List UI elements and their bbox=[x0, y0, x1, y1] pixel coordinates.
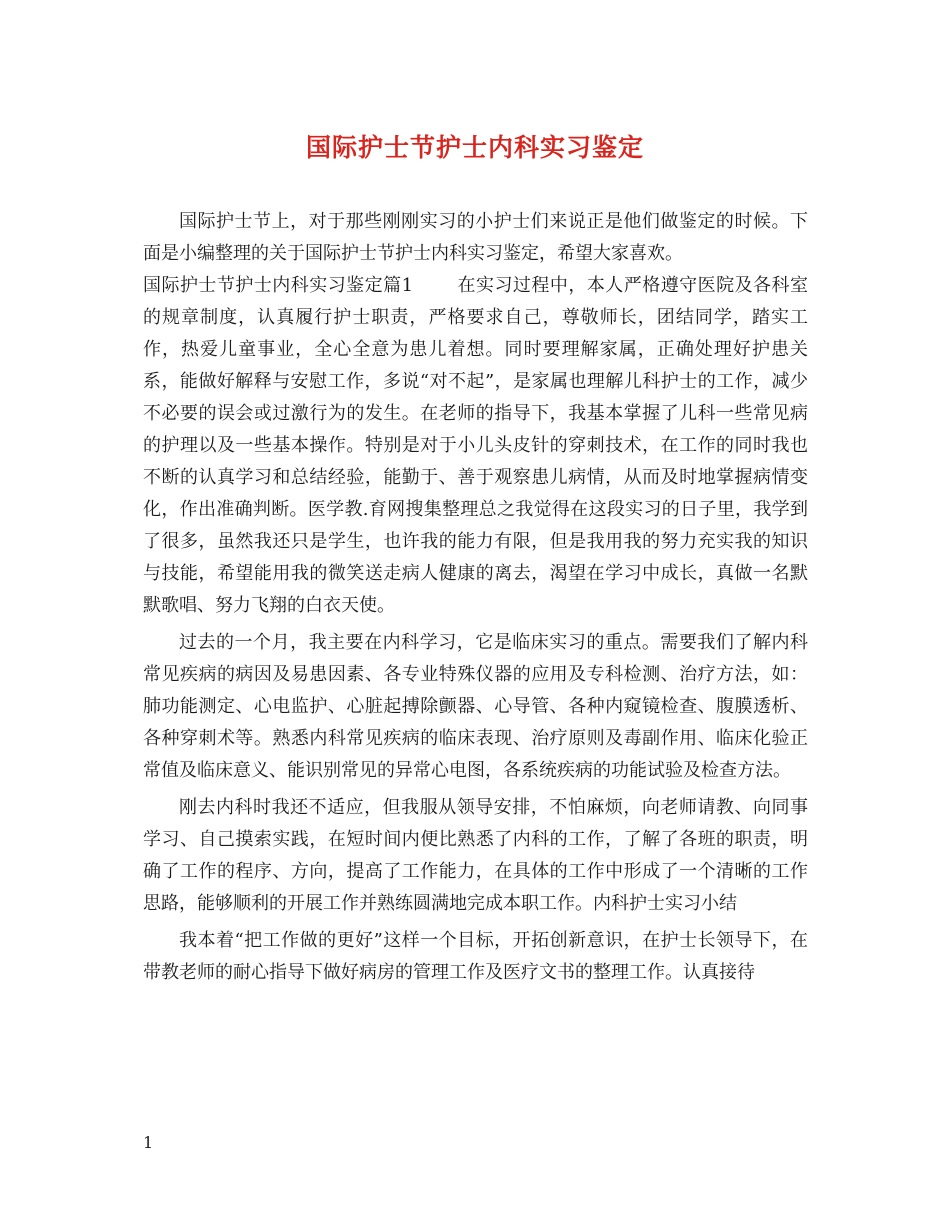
paragraph-3: 刚去内科时我还不适应，但我服从领导安排，不怕麻烦，向老师请教、向同事学习、自己摸索实践，在短时间内便比熟悉了内科的工作，了解了各班的职责，明确了工作的程序、方向，提高了工作能力，在具体的工作中形成了一个清晰的工作思路，能够顺利的开展工作并熟练圆满地完成本职工作。内科护士实习小结 bbox=[143, 797, 808, 914]
intro-paragraph: 国际护士节上，对于那些刚刚实习的小护士们来说正是他们做鉴定的时候。下面是小编整理的关于国际护士节护士内科实习鉴定，希望大家喜欢。 bbox=[143, 211, 808, 264]
document-body bbox=[143, 206, 808, 989]
paragraph-2: 过去的一个月，我主要在内科学习，它是临床实习的重点。需要我们了解内科常见疾病的病因及易患因素、各专业特殊仪器的应用及专科检测、治疗方法，如：肺功能测定、心电监护、心脏起搏除颤器、心导管、各种内窥镜检查、腹膜透析、各种穿刺术等。熟悉内科常见疾病的临床表现、治疗原则及毒副作用、临床化验正常值及临床意义、能识别常见的异常心电图，各系统疾病的功能试验及检查方法。 bbox=[143, 632, 808, 781]
chapter-heading: 国际护士节护士内科实习鉴定篇1 bbox=[143, 275, 414, 296]
paragraph-4: 我本着“把工作做的更好”这样一个目标，开拓创新意识，在护士长领导下，在带教老师的耐心指导下做好病房的管理工作及医疗文书的整理工作。认真接待 bbox=[143, 930, 808, 983]
document-title: 国际护士节护士内科实习鉴定 bbox=[305, 133, 644, 162]
chapter-paragraph bbox=[143, 270, 808, 622]
page-number: 1 bbox=[143, 1133, 154, 1152]
chapter-body: 在实习过程中，本人严格遵守医院及各科室的规章制度，认真履行护士职责，严格要求自己，尊敬师长，团结同学，踏实工作，热爱儿童事业，全心全意为患儿着想。同时要理解家属，正确处理好护患关系，能做好解释与安慰工作，多说“对不起”，是家属也理解儿科护士的工作，减少不必要的误会或过激行为的发生。在老师的指导下，我基本掌握了儿科一些常见病的护理以及一些基本操作。特别是对于小儿头皮针的穿刺技术，在工作的同时我也不断的认真学习和总结经验，能勤于、善于观察患儿病情，从而及时地掌握病情变化，作出准确判断。医学教.育网搜集整理总之我觉得在这段实习的日子里，我学到了很多，虽然我还只是学生，也许我的能力有限，但是我用我的努力充实我的知识与技能，希望能用我的微笑送走病人健康的离去，渴望在学习中成长，真做一名默默歌唱、努力飞翔的白衣天使。 bbox=[143, 275, 808, 616]
